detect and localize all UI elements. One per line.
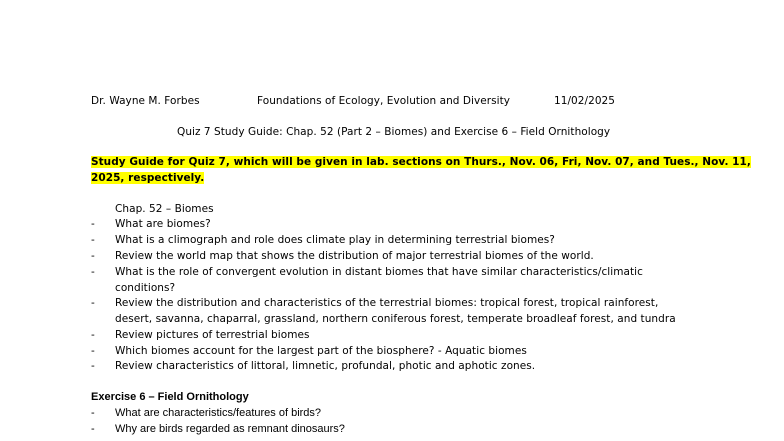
bullet-dash: - <box>91 360 95 372</box>
document-title: Quiz 7 Study Guide: Chap. 52 (Part 2 – Biomes) and Exercise 6 – Field Ornithology <box>177 126 611 138</box>
notice-line-1: Study Guide for Quiz 7, which will be given in lab. sections on Thurs., Nov. 06, Fri, Nov. 07, and Tues., Nov. 11, <box>91 156 751 168</box>
list-item: Review the distribution and characteristics of the terrestrial biomes: tropical forest, tropical rainforest, <box>115 297 659 309</box>
list-item: What is a climograph and role does climate play in determining terrestrial biomes? <box>115 234 555 246</box>
bullet-dash: - <box>91 218 95 230</box>
list-item: Why are birds regarded as remnant dinosaurs? <box>115 423 345 435</box>
bullet-dash: - <box>91 423 95 435</box>
bullet-dash: - <box>91 407 95 419</box>
list-item: What is the role of convergent evolution in distant biomes that have similar characteristics/climatic <box>115 266 643 278</box>
bullet-dash: - <box>91 329 95 341</box>
list-item: Review pictures of terrestrial biomes <box>115 329 310 341</box>
author-name: Dr. Wayne M. Forbes <box>91 95 200 107</box>
list-item-continuation: conditions? <box>115 282 176 294</box>
list-item: What are biomes? <box>115 218 211 230</box>
bullet-dash: - <box>91 297 95 309</box>
list-item: Which biomes account for the largest part of the biosphere? - Aquatic biomes <box>115 345 527 357</box>
exercise6-heading: Exercise 6 – Field Ornithology <box>91 391 249 403</box>
bullet-dash: - <box>91 250 95 262</box>
list-item: What are characteristics/features of birds? <box>115 407 322 419</box>
course-title: Foundations of Ecology, Evolution and Diversity <box>257 95 511 107</box>
notice-line-2: 2025, respectively. <box>91 172 205 184</box>
bullet-dash: - <box>91 345 95 357</box>
list-item: Review characteristics of littoral, limnetic, profundal, photic and aphotic zones. <box>115 360 536 372</box>
bullet-dash: - <box>91 234 95 246</box>
list-item-continuation: desert, savanna, chaparral, grassland, northern coniferous forest, temperate broadleaf forest, and tundra <box>115 313 676 325</box>
chap52-heading: Chap. 52 – Biomes <box>115 203 214 215</box>
list-item: Review the world map that shows the distribution of major terrestrial biomes of the world. <box>115 250 594 262</box>
document-date: 11/02/2025 <box>554 95 616 107</box>
bullet-dash: - <box>91 266 95 278</box>
